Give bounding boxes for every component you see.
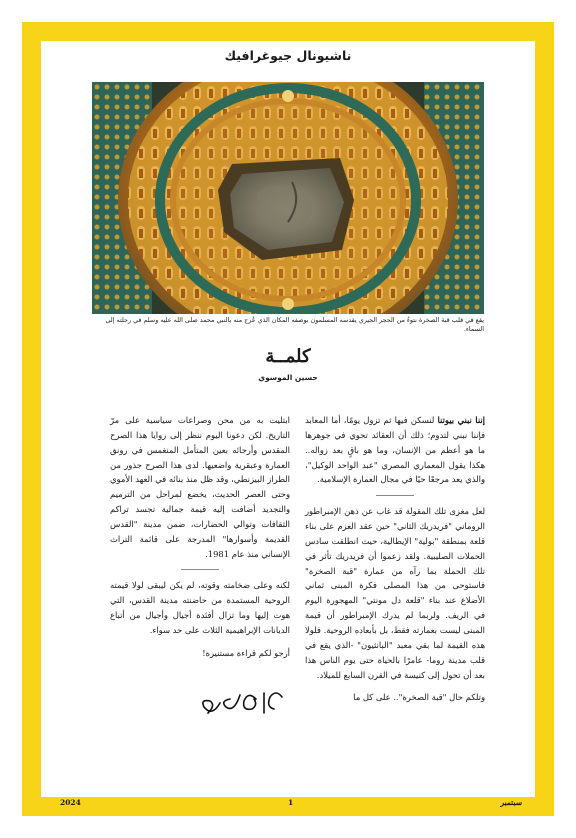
dome-of-the-rock-photo [92, 82, 484, 314]
paragraph [110, 413, 290, 561]
signature-icon [190, 683, 290, 723]
footer-month: سبتمبر [500, 798, 522, 807]
paragraph [305, 413, 485, 487]
paragraph [110, 578, 290, 637]
section-separator [376, 495, 414, 496]
page-number: 1 [288, 798, 294, 807]
footer-year: 2024 [60, 798, 81, 807]
section-separator [181, 569, 219, 570]
paragraph-text: وتلكم حال "قبة الصخرة".. على كل ما [353, 692, 485, 703]
article-column-right [305, 413, 485, 713]
lead-phrase: إننا نبني بيوتنا [437, 415, 486, 425]
paragraph-text: لنسكن فيها ثم تزول يومًا، أما المعابد فإننا نبني لتدوم؛ ذلك أن العقائد تحوي في جوهرها ما هو أعظم من الإنسان، وما هو باقٍ بعد زواله.. هكذا يقول المعماري المصري "عبد الواحد الوكيل"، والذي يعد مرجعًا حيًا في مجال العمارة الإسلامية. [305, 415, 485, 485]
article-author: حسين الموسوي [258, 373, 318, 382]
paragraph-text: لعل مغزى تلك المقولة قد غاب عن ذهن الإمبراطور الروماني "فريدريك الثاني" حين عقد العزم على بناء قلعة بمنطقة "بولية" الإيطالية، حيث انطلقت سادس الحملات الصليبية. ولقد زعموا أن فريدريك تأثر في تلك الحملة بما رآه من عمارة "قبة الصخرة" فاستوحى من هذا المصلى فكرة المبنى ثماني الأضلاع عند بناء "قلعة دل مونتي" المهجورة اليوم في الريف. ولربما لم يدرك الإمبراطور أن قيمة المبنى ليست بعمارته فقط، بل بأبعاده الروحية. فلولا هذه القيمة لما بقي معبد "البانثيون" -الذي يقع في قلب مدينة روما- عامرًا بالحياة حتى يوم الناس هذا بعد أن تحول إلى كنيسة في القرن السابع للميلاد. [305, 506, 485, 680]
paragraph-text: لكنه وعلى ضخامته وقوته، لم يكن ليبقى لولا قيمته الروحية المستمدة من حاضنته مدينة القدس، التي هوت إليها وما تزال أفئدة أجيال وأجيال من أتباع الديانات الإبراهيمية الثلاث على حد سواء. [110, 580, 290, 635]
paragraph [305, 690, 485, 705]
paragraph [305, 504, 485, 682]
closing-line: أرجو لكم قراءة مستنيرة! [202, 647, 290, 658]
article-title: كلمــة [265, 346, 311, 367]
page-footer [52, 798, 524, 810]
photo-caption: يقع في قلب قبة الصخرة نتوءٌ من الحجر الجيري يقدسه المسلمون بوصفه المكان الذي عُرج منه بالنبي محمد صلى الله عليه وسلم في رحلته إلى السماء. [105, 316, 484, 333]
article-column-left [110, 413, 290, 728]
paragraph-text: ابتليت به من محن وصراعات سياسية على مرّ التاريخ. لكن دعونا اليوم ننظر إلى زوايا هذا الصرح المقدس وأرجائه بعين المتأمل المنغمس في رونق العمارة وعبقرية واضعيها. لدى هذا الصرح جذور من الطراز البيزنطي، وقد ظل منذ بنائه في العهد الأموي وحتى العصر الحديث، يخضع لمراحل من الترميم والتجديد أضافت إليه قيمة جمالية تجسد تراكم الثقافات وتوالي الحضارات، ضمن مدينة "القدس القديمة وأسوارها" المدرجة على قائمة التراث الإنساني منذ عام 1981. [110, 415, 290, 559]
magazine-masthead: ناشيونال جيوغرافيك [224, 48, 352, 63]
